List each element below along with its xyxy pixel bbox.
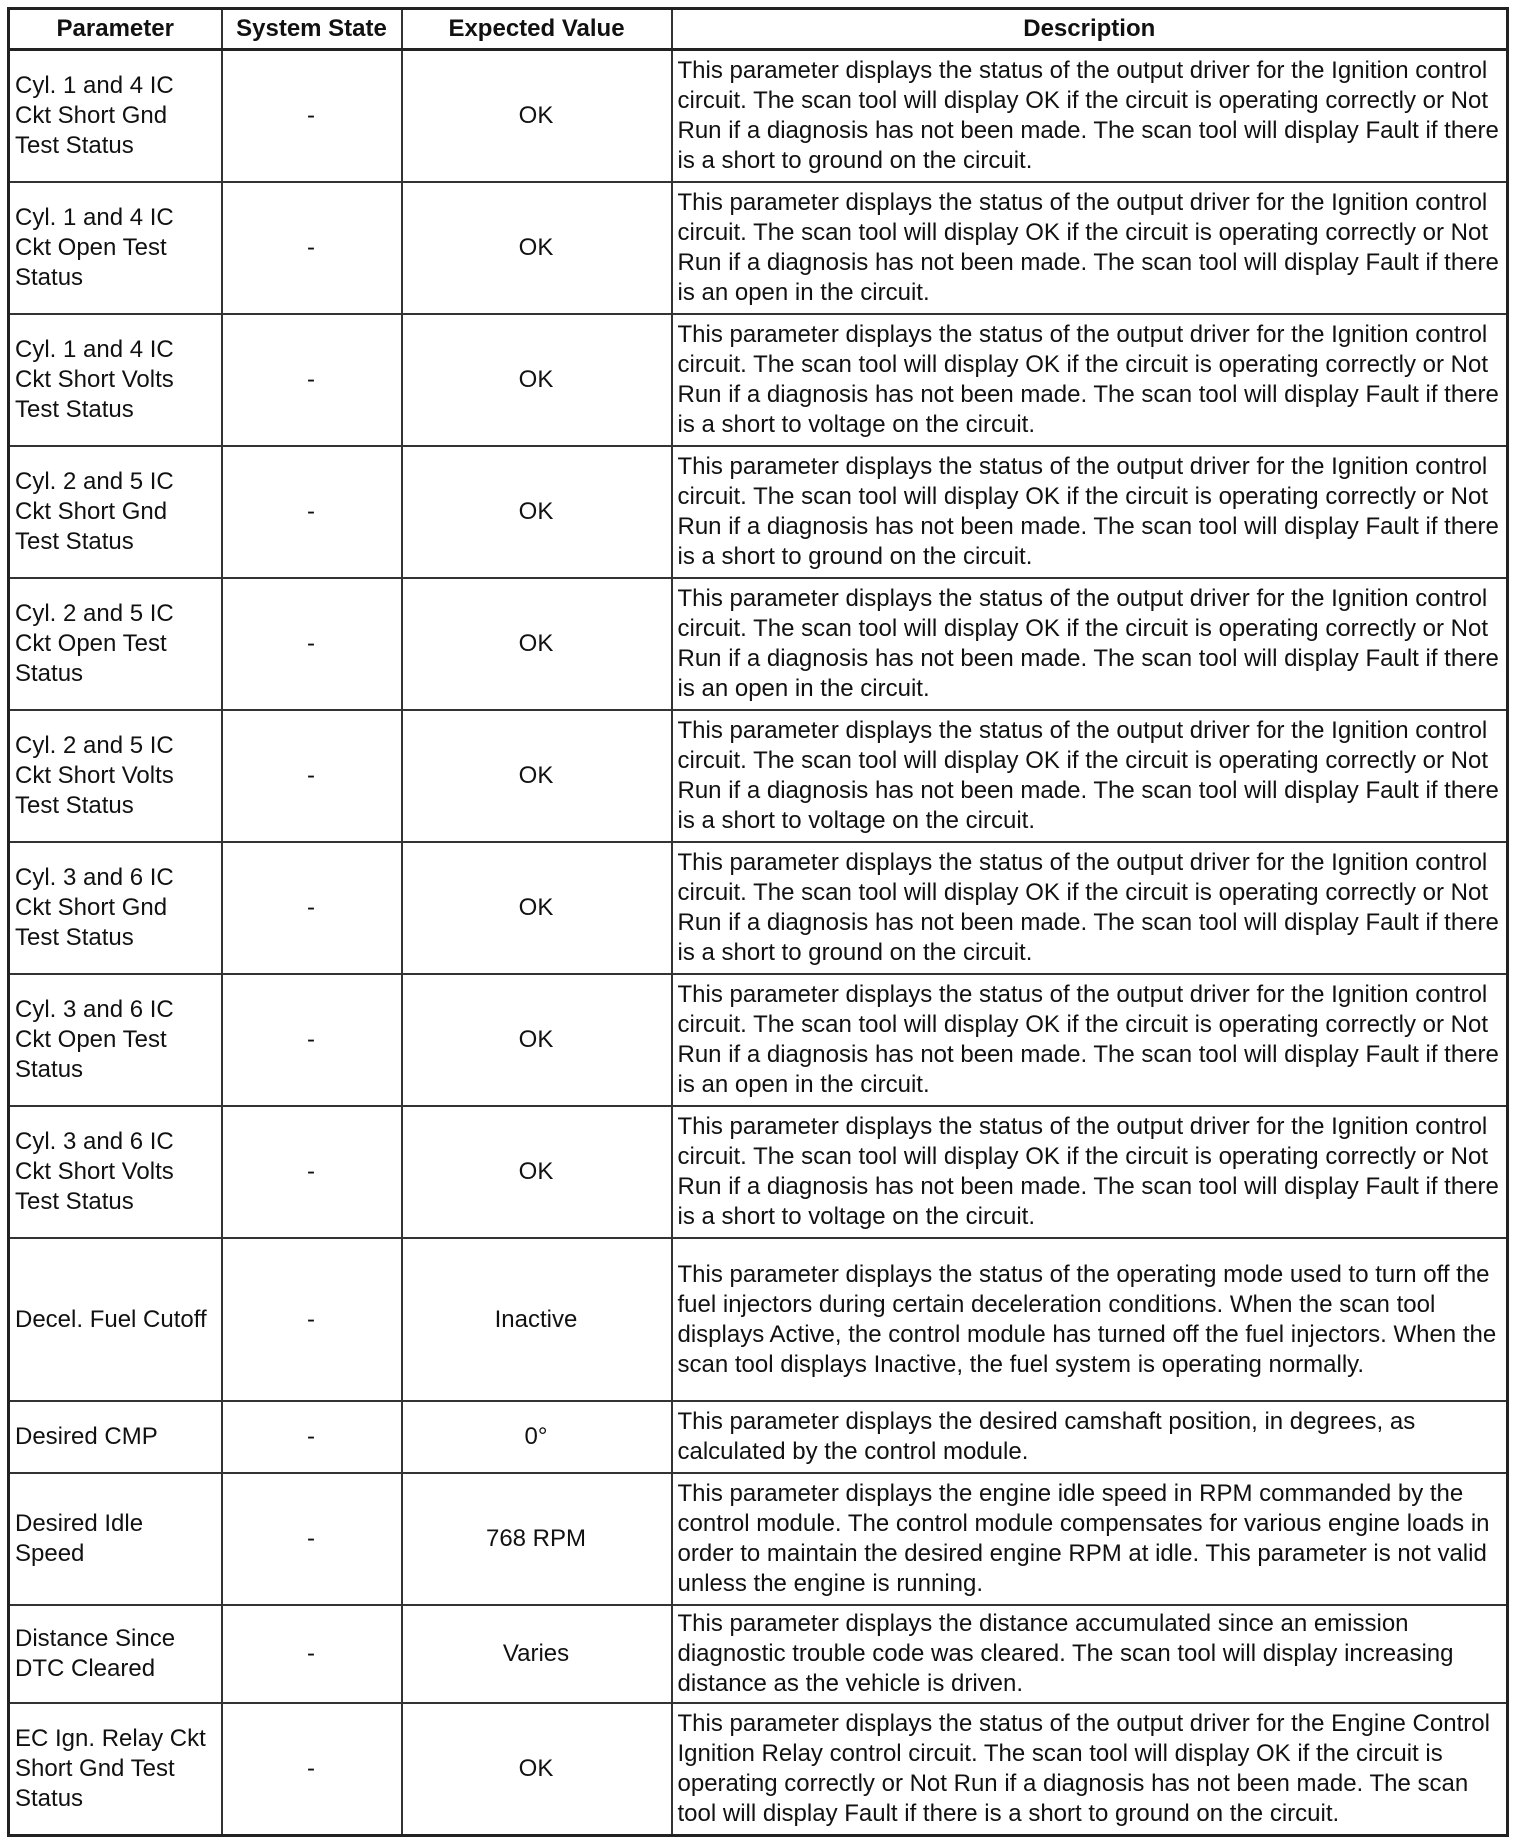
header-expected-value: Expected Value xyxy=(402,9,672,50)
description-cell: This parameter displays the status of the output driver for the Ignition control circuit. The scan tool will display OK if the circuit is operating correctly or Not Run if a diagnosis has not been made. The scan tool will display Fault if there is a short to ground on the circuit. xyxy=(672,50,1508,183)
description-cell: This parameter displays the status of the output driver for the Ignition control circuit. The scan tool will display OK if the circuit is operating correctly or Not Run if a diagnosis has not been made. The scan tool will display Fault if there is an open in the circuit. xyxy=(672,578,1508,710)
system-state-cell: - xyxy=(222,1605,402,1703)
expected-value-cell: OK xyxy=(402,1106,672,1238)
system-state-cell: - xyxy=(222,1106,402,1238)
expected-value-cell: OK xyxy=(402,50,672,183)
parameter-cell: Desired CMP xyxy=(9,1401,222,1473)
expected-value-cell: Varies xyxy=(402,1605,672,1703)
system-state-cell: - xyxy=(222,446,402,578)
header-description: Description xyxy=(672,9,1508,50)
expected-value-cell: OK xyxy=(402,974,672,1106)
expected-value-cell: 0° xyxy=(402,1401,672,1473)
description-cell: This parameter displays the status of the output driver for the Ignition control circuit. The scan tool will display OK if the circuit is operating correctly or Not Run if a diagnosis has not been made. The scan tool will display Fault if there is an open in the circuit. xyxy=(672,182,1508,314)
table-row xyxy=(9,1473,1508,1605)
parameter-cell: Cyl. 3 and 6 IC Ckt Short Volts Test Status xyxy=(9,1106,222,1238)
header-system-state: System State xyxy=(222,9,402,50)
expected-value-cell: OK xyxy=(402,446,672,578)
expected-value-cell: OK xyxy=(402,710,672,842)
parameter-cell: Decel. Fuel Cutoff xyxy=(9,1238,222,1401)
table-row xyxy=(9,578,1508,710)
expected-value-cell: OK xyxy=(402,842,672,974)
table-row xyxy=(9,314,1508,446)
description-cell: This parameter displays the engine idle speed in RPM commanded by the control module. The control module compensates for various engine loads in order to maintain the desired engine RPM at idle. This parameter is not valid unless the engine is running. xyxy=(672,1473,1508,1605)
table-row xyxy=(9,1401,1508,1473)
description-cell: This parameter displays the status of the output driver for the Ignition control circuit. The scan tool will display OK if the circuit is operating correctly or Not Run if a diagnosis has not been made. The scan tool will display Fault if there is a short to voltage on the circuit. xyxy=(672,314,1508,446)
description-cell: This parameter displays the status of the operating mode used to turn off the fuel injectors during certain deceleration conditions. When the scan tool displays Active, the control module has turned off the fuel injectors. When the scan tool displays Inactive, the fuel system is operating normally. xyxy=(672,1238,1508,1401)
system-state-cell: - xyxy=(222,578,402,710)
table-row xyxy=(9,842,1508,974)
system-state-cell: - xyxy=(222,1401,402,1473)
expected-value-cell: OK xyxy=(402,1703,672,1836)
parameter-cell: Cyl. 2 and 5 IC Ckt Short Volts Test Status xyxy=(9,710,222,842)
parameter-table xyxy=(7,7,1509,1837)
header-row xyxy=(9,9,1508,50)
parameter-cell: Cyl. 2 and 5 IC Ckt Short Gnd Test Status xyxy=(9,446,222,578)
parameter-cell: Desired Idle Speed xyxy=(9,1473,222,1605)
table-row xyxy=(9,1238,1508,1401)
description-cell: This parameter displays the status of the output driver for the Ignition control circuit. The scan tool will display OK if the circuit is operating correctly or Not Run if a diagnosis has not been made. The scan tool will display Fault if there is an open in the circuit. xyxy=(672,974,1508,1106)
system-state-cell: - xyxy=(222,1703,402,1836)
table-row xyxy=(9,1703,1508,1836)
description-cell: This parameter displays the distance accumulated since an emission diagnostic trouble code was cleared. The scan tool will display increasing distance as the vehicle is driven. xyxy=(672,1605,1508,1703)
parameter-cell: Cyl. 1 and 4 IC Ckt Short Volts Test Status xyxy=(9,314,222,446)
table-row xyxy=(9,1106,1508,1238)
header-parameter: Parameter xyxy=(9,9,222,50)
description-cell: This parameter displays the status of the output driver for the Engine Control Ignition Relay control circuit. The scan tool will display OK if the circuit is operating correctly or Not Run if a diagnosis has not been made. The scan tool will display Fault if there is a short to ground on the circuit. xyxy=(672,1703,1508,1836)
expected-value-cell: OK xyxy=(402,578,672,710)
parameter-cell: Cyl. 3 and 6 IC Ckt Open Test Status xyxy=(9,974,222,1106)
parameter-cell: Distance Since DTC Cleared xyxy=(9,1605,222,1703)
table-row xyxy=(9,1605,1508,1703)
description-cell: This parameter displays the status of the output driver for the Ignition control circuit. The scan tool will display OK if the circuit is operating correctly or Not Run if a diagnosis has not been made. The scan tool will display Fault if there is a short to ground on the circuit. xyxy=(672,446,1508,578)
system-state-cell: - xyxy=(222,1238,402,1401)
description-cell: This parameter displays the status of the output driver for the Ignition control circuit. The scan tool will display OK if the circuit is operating correctly or Not Run if a diagnosis has not been made. The scan tool will display Fault if there is a short to voltage on the circuit. xyxy=(672,710,1508,842)
description-cell: This parameter displays the status of the output driver for the Ignition control circuit. The scan tool will display OK if the circuit is operating correctly or Not Run if a diagnosis has not been made. The scan tool will display Fault if there is a short to ground on the circuit. xyxy=(672,842,1508,974)
description-cell: This parameter displays the status of the output driver for the Ignition control circuit. The scan tool will display OK if the circuit is operating correctly or Not Run if a diagnosis has not been made. The scan tool will display Fault if there is a short to voltage on the circuit. xyxy=(672,1106,1508,1238)
table-row xyxy=(9,50,1508,183)
expected-value-cell: 768 RPM xyxy=(402,1473,672,1605)
table-row xyxy=(9,710,1508,842)
parameter-cell: Cyl. 3 and 6 IC Ckt Short Gnd Test Status xyxy=(9,842,222,974)
expected-value-cell: Inactive xyxy=(402,1238,672,1401)
table-row xyxy=(9,974,1508,1106)
system-state-cell: - xyxy=(222,974,402,1106)
parameter-cell: Cyl. 1 and 4 IC Ckt Open Test Status xyxy=(9,182,222,314)
expected-value-cell: OK xyxy=(402,182,672,314)
table-row xyxy=(9,446,1508,578)
table-row xyxy=(9,182,1508,314)
system-state-cell: - xyxy=(222,182,402,314)
parameter-cell: Cyl. 2 and 5 IC Ckt Open Test Status xyxy=(9,578,222,710)
parameter-cell: Cyl. 1 and 4 IC Ckt Short Gnd Test Status xyxy=(9,50,222,183)
expected-value-cell: OK xyxy=(402,314,672,446)
system-state-cell: - xyxy=(222,50,402,183)
system-state-cell: - xyxy=(222,842,402,974)
system-state-cell: - xyxy=(222,710,402,842)
description-cell: This parameter displays the desired camshaft position, in degrees, as calculated by the control module. xyxy=(672,1401,1508,1473)
system-state-cell: - xyxy=(222,314,402,446)
parameter-cell: EC Ign. Relay Ckt Short Gnd Test Status xyxy=(9,1703,222,1836)
system-state-cell: - xyxy=(222,1473,402,1605)
